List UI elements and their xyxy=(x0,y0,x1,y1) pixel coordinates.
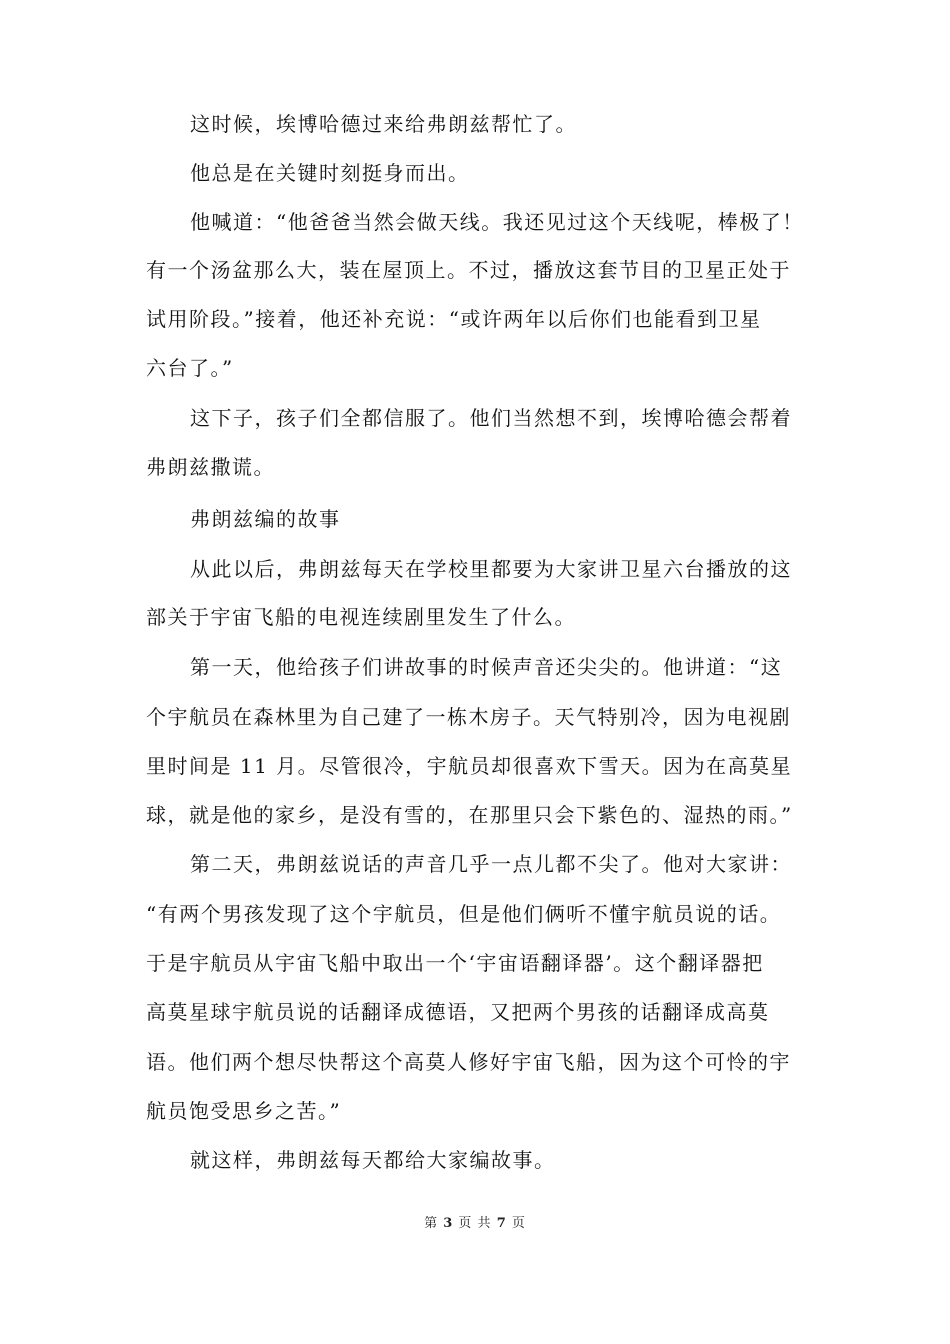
current-page-number: 3 xyxy=(443,1216,454,1231)
paragraph-line: 高莫星球宇航员说的话翻译成德语，又把两个男孩的话翻译成高莫 xyxy=(146,1000,770,1024)
paragraph-line: 部关于宇宙飞船的电视连续剧里发生了什么。 xyxy=(146,605,576,629)
paragraph-line: 六台了。” xyxy=(146,356,234,380)
footer-suffix: 页 xyxy=(511,1216,526,1231)
paragraph-line: 这时候，埃博哈德过来给弗朗兹帮忙了。 xyxy=(190,112,577,136)
paragraph-line: 里时间是 11 月。尽管很冷，宇航员却很喜欢下雪天。因为在高莫星 xyxy=(146,754,793,778)
paragraph-line: 第二天，弗朗兹说话的声音几乎一点儿都不尖了。他对大家讲： xyxy=(190,852,792,876)
footer-middle: 页 共 xyxy=(458,1216,492,1231)
total-pages-number: 7 xyxy=(496,1216,507,1231)
paragraph-line: 航员饱受思乡之苦。” xyxy=(146,1099,342,1123)
page-footer xyxy=(0,1216,950,1232)
section-heading: 弗朗兹编的故事 xyxy=(190,507,341,531)
paragraph-line: 从此以后，弗朗兹每天在学校里都要为大家讲卫星六台播放的这 xyxy=(190,557,792,581)
paragraph-line: “有两个男孩发现了这个宇航员，但是他们俩听不懂宇航员说的话。 xyxy=(146,902,782,926)
paragraph-line: 弗朗兹撒谎。 xyxy=(146,455,275,479)
footer-prefix: 第 xyxy=(424,1216,439,1231)
paragraph-line: 就这样，弗朗兹每天都给大家编故事。 xyxy=(190,1148,556,1172)
paragraph-line: 语。他们两个想尽快帮这个高莫人修好宇宙飞船，因为这个可怜的宇 xyxy=(146,1050,791,1074)
paragraph-line: 个宇航员在森林里为自己建了一栋木房子。天气特别冷，因为电视剧 xyxy=(146,705,791,729)
paragraph-line: 这下子，孩子们全都信服了。他们当然想不到，埃博哈德会帮着 xyxy=(190,406,792,430)
paragraph-line: 有一个汤盆那么大，装在屋顶上。不过，播放这套节目的卫星正处于 xyxy=(146,258,791,282)
paragraph-line: 球，就是他的家乡，是没有雪的，在那里只会下紫色的、湿热的雨。” xyxy=(146,803,793,827)
paragraph-line: 他总是在关键时刻挺身而出。 xyxy=(190,161,470,185)
paragraph-line: 试用阶段。”接着，他还补充说：“或许两年以后你们也能看到卫星 xyxy=(146,307,762,331)
paragraph-line: 第一天，他给孩子们讲故事的时候声音还尖尖的。他讲道：“这 xyxy=(190,655,783,679)
paragraph-line: 于是宇航员从宇宙飞船中取出一个‘宇宙语翻译器’。这个翻译器把 xyxy=(146,951,764,975)
paragraph-line: 他喊道：“他爸爸当然会做天线。我还见过这个天线呢，棒极了！ xyxy=(190,210,804,234)
